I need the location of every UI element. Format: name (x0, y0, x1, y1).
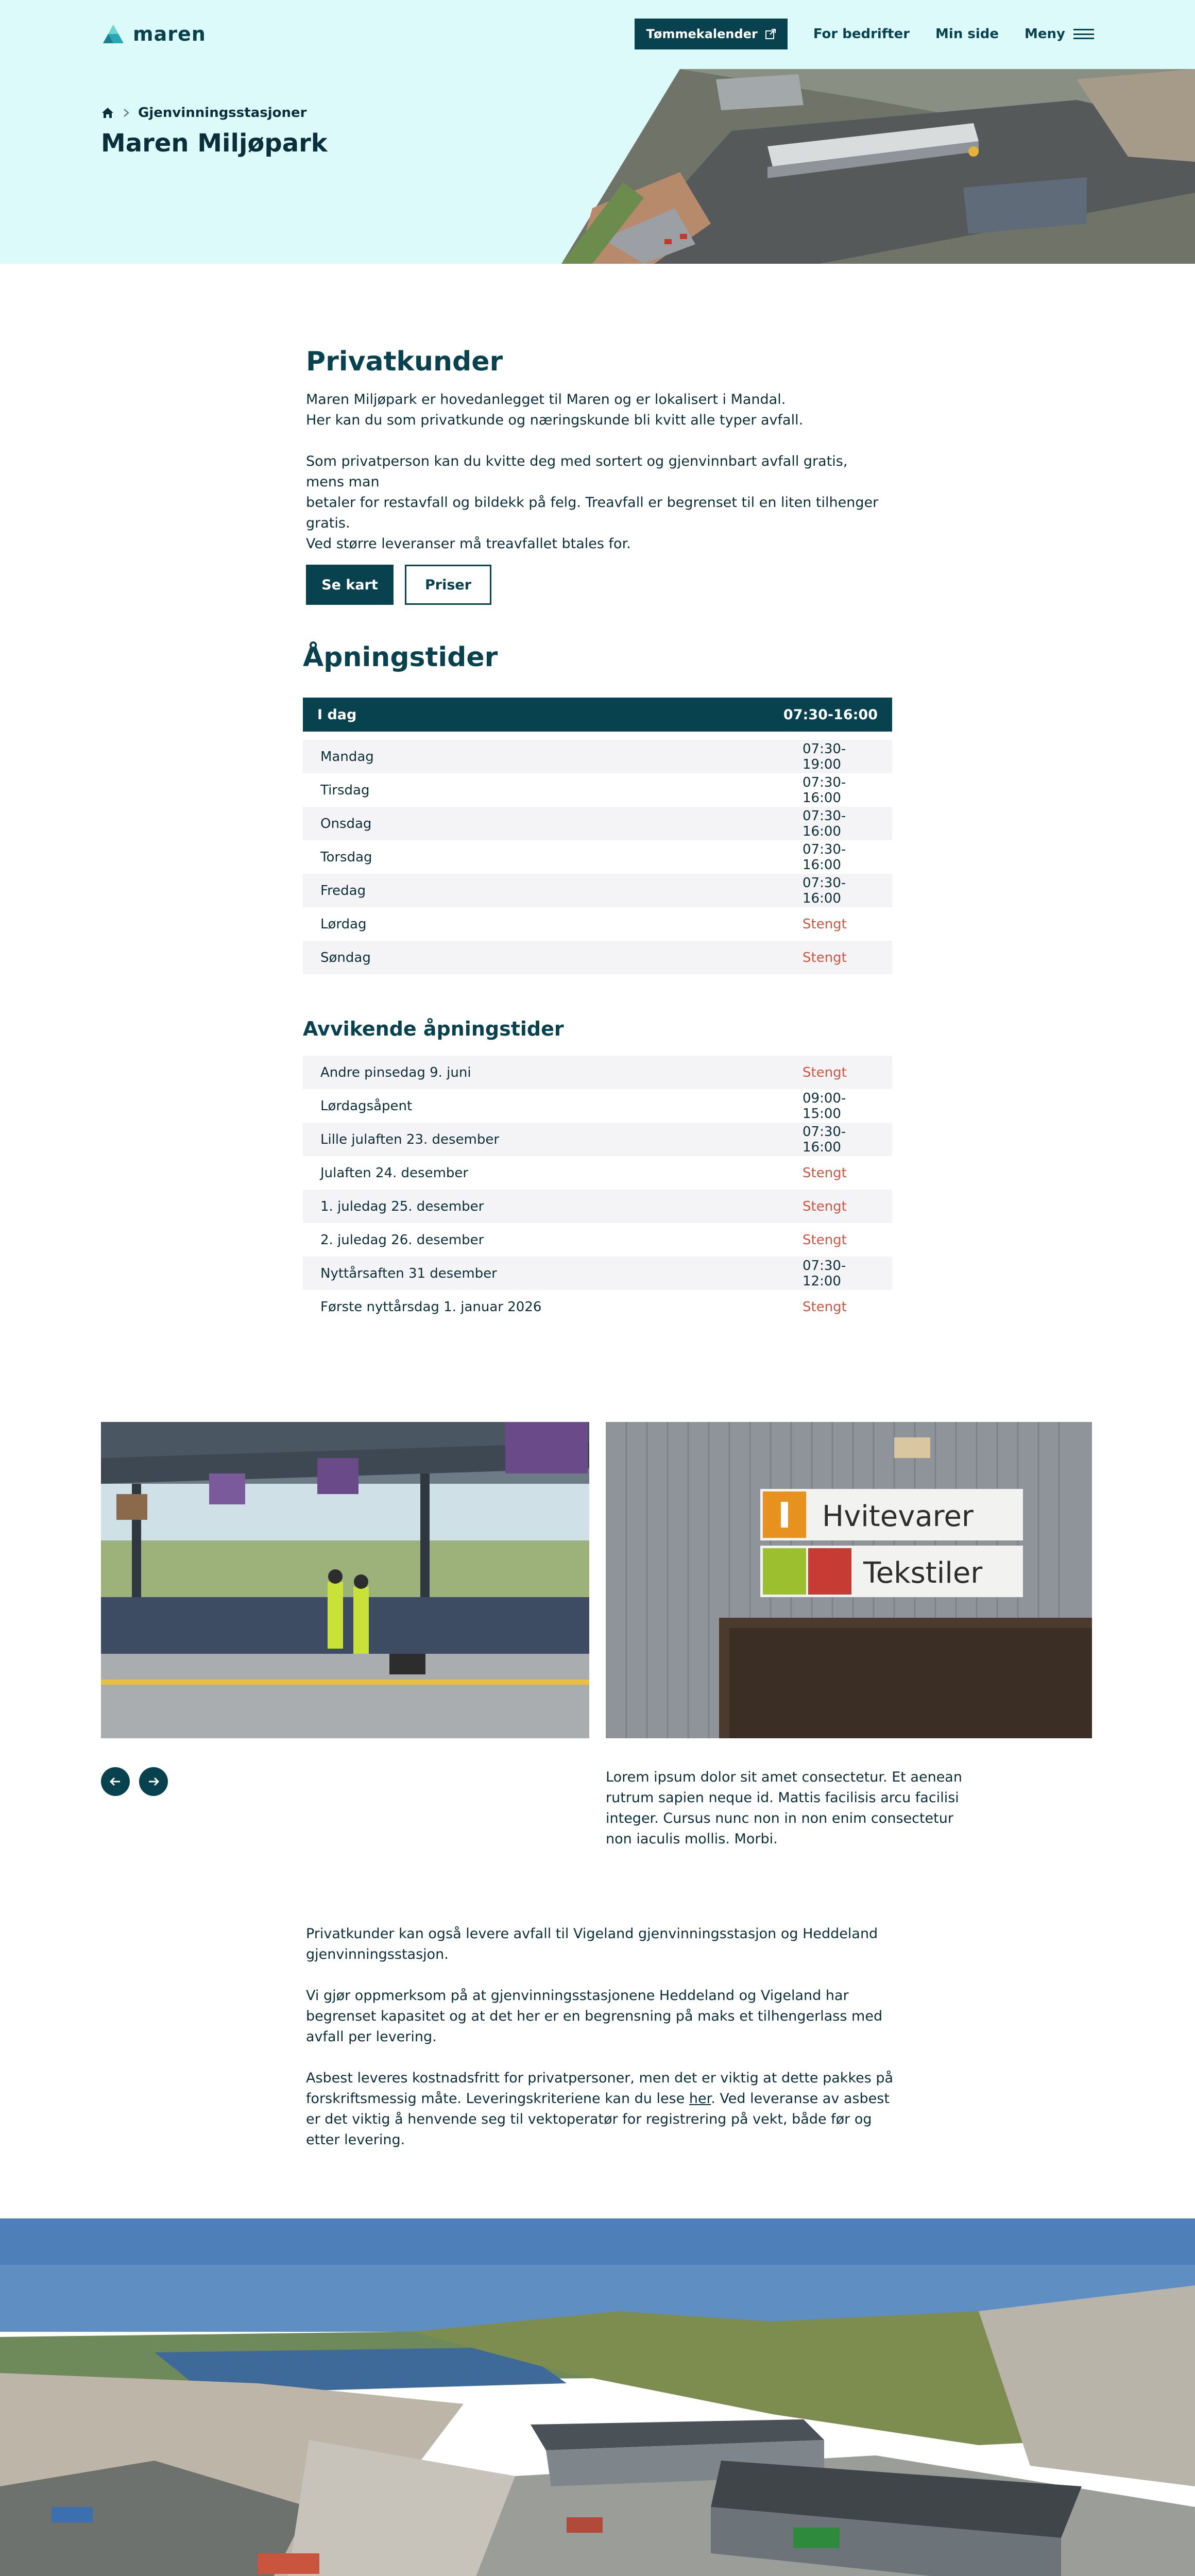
weekly-hours-list (303, 740, 892, 974)
private-customers-section (306, 346, 889, 605)
hamburger-icon (1073, 29, 1094, 39)
hours-day: Nyttårsaften 31 desember (320, 1265, 497, 1281)
hours-day: 1. juledag 25. desember (320, 1198, 484, 1214)
private-title: Privatkunder (306, 346, 503, 377)
hours-row (303, 807, 892, 840)
info-text-2: Vi gjør oppmerksom på at gjenvinningsstasjonene Heddeland og Vigeland har begrenset kapasitet og at det her er en begrensning på maks et tilhengerlass med avfall per levering. (306, 1988, 883, 2045)
sign-hvitevarer: Hvitevarer (822, 1500, 974, 1533)
slide-caption: Lorem ipsum dolor sit amet consectetur. Et aenean rutrum sapien neque id. Mattis facilisis arcu facilisi integer. Cursus nunc non in non enim consectetur non iaculis mollis. Morbi. (606, 1769, 962, 1847)
hours-time: 07:30-16:00 (803, 875, 846, 906)
maren-logo-mark-icon (101, 24, 126, 44)
deviating-hours-list (303, 1056, 892, 1324)
home-icon[interactable] (101, 107, 114, 119)
hours-row (303, 874, 892, 907)
hero-aerial-photo (561, 69, 1195, 264)
breadcrumb (101, 105, 306, 121)
hours-row (303, 1290, 892, 1324)
hours-time: Stengt (803, 1165, 847, 1181)
hours-time: Stengt (803, 1232, 847, 1248)
hours-time: Stengt (803, 1064, 847, 1080)
hours-time: 07:30-16:00 (803, 774, 846, 806)
hours-time: 07:30-12:00 (803, 1258, 846, 1289)
today-time: 07:30-16:00 (783, 706, 878, 723)
breadcrumb-current[interactable]: Gjenvinningsstasjoner (138, 105, 307, 121)
hours-row (303, 840, 892, 874)
hours-day: Fredag (320, 883, 366, 899)
hours-day: Lille julaften 23. desember (320, 1131, 500, 1147)
opening-hours-title: Åpningstider (303, 642, 498, 673)
hours-row (303, 1156, 892, 1190)
slide-image-workers (101, 1422, 589, 1738)
hours-day: 2. juledag 26. desember (320, 1232, 484, 1248)
arrow-left-icon (109, 1775, 122, 1788)
private-text-5: Ved større leveranser må treavfallet btales for. (306, 536, 631, 552)
private-buttons (306, 565, 889, 605)
tommekalender-label: Tømmekalender (646, 27, 758, 41)
hours-day: Lørdagsåpent (320, 1098, 413, 1114)
hours-row (303, 1190, 892, 1223)
logo[interactable] (101, 23, 206, 45)
hours-day: Søndag (320, 950, 371, 965)
hours-time: Stengt (803, 916, 847, 932)
top-bar (101, 16, 1094, 52)
private-text-3: Som privatperson kan du kvitte deg med sortert og gjenvinnbart avfall gratis, mens man (306, 453, 848, 490)
info-text-3 (306, 2068, 903, 2150)
hours-row (303, 1123, 892, 1156)
hero-header (0, 0, 1195, 264)
miljopark-aerial-photo (0, 2218, 1195, 2576)
asbest-criteria-link[interactable]: her (689, 2091, 711, 2107)
page-title: Maren Miljøpark (101, 129, 328, 158)
hours-day: Julaften 24. desember (320, 1165, 469, 1181)
private-text-1: Maren Miljøpark er hovedanlegget til Maren og er lokalisert i Mandal. (306, 392, 786, 408)
info-text-3a: Asbest leveres kostnadsfritt for privatpersoner, men det er viktig at dette pakkes på forskriftsmessig måte. Leveringskriteriene kan du lese (306, 2070, 894, 2107)
see-map-button[interactable]: Se kart (306, 565, 394, 605)
hours-row (303, 1089, 892, 1123)
hours-day: Torsdag (320, 849, 372, 865)
hours-day: Tirsdag (320, 782, 370, 798)
hours-time: 07:30-16:00 (803, 1124, 846, 1155)
hours-day: Andre pinsedag 9. juni (320, 1064, 471, 1080)
menu-button[interactable] (1025, 26, 1094, 42)
hours-time: Stengt (803, 1198, 847, 1214)
nav-for-bedrifter[interactable]: For bedrifter (813, 26, 910, 42)
info-text-3b: . Ved leveranse av asbest er det viktig å henvende seg til vektoperatør for registrering på vekt, både før og etter levering. (306, 2091, 890, 2148)
hours-time: Stengt (803, 950, 847, 965)
hours-row (303, 1257, 892, 1290)
main-nav (635, 19, 1094, 49)
private-text-4: betaler for restavfall og bildekk på felg. Treavfall er begrenset til en liten tilhenger gratis. (306, 495, 879, 531)
external-link-icon (765, 28, 776, 40)
chevron-right-icon (123, 108, 130, 118)
prices-button[interactable]: Priser (405, 565, 491, 605)
menu-label: Meny (1025, 26, 1065, 42)
hours-time: Stengt (803, 1299, 847, 1315)
slider-prev-button[interactable] (101, 1767, 130, 1796)
hours-row (303, 740, 892, 773)
nav-min-side[interactable]: Min side (935, 26, 999, 42)
logo-text: maren (133, 23, 206, 45)
hours-time: 07:30-16:00 (803, 808, 846, 839)
slide-image-signs (606, 1422, 1092, 1738)
hours-row (303, 941, 892, 974)
tommekalender-button[interactable] (635, 19, 787, 49)
opening-hours-section (303, 642, 892, 1324)
slider-controls (101, 1767, 168, 1796)
hours-time: 07:30-16:00 (803, 841, 846, 873)
hours-row (303, 773, 892, 807)
hours-time: 09:00-15:00 (803, 1090, 846, 1122)
hours-day: Lørdag (320, 916, 367, 932)
hours-day: Onsdag (320, 816, 372, 832)
arrow-right-icon (147, 1775, 160, 1788)
hours-row (303, 1223, 892, 1257)
hours-day: Første nyttårsdag 1. januar 2026 (320, 1299, 542, 1315)
hours-row (303, 1056, 892, 1089)
slider-next-button[interactable] (139, 1767, 168, 1796)
info-section (306, 1924, 903, 2150)
info-text-1: Privatkunder kan også levere avfall til Vigeland gjenvinningsstasjon og Heddeland gjenvinningsstasjon. (306, 1926, 878, 1962)
today-row (303, 698, 892, 732)
private-text-2: Her kan du som privatkunde og næringskunde bli kvitt alle typer avfall. (306, 412, 804, 428)
today-label: I dag (317, 706, 357, 723)
hours-day: Mandag (320, 749, 374, 765)
sign-tekstiler: Tekstiler (863, 1556, 983, 1590)
hours-row (303, 907, 892, 941)
deviating-hours-title: Avvikende åpningstider (303, 1018, 564, 1040)
hours-time: 07:30-19:00 (803, 741, 846, 772)
